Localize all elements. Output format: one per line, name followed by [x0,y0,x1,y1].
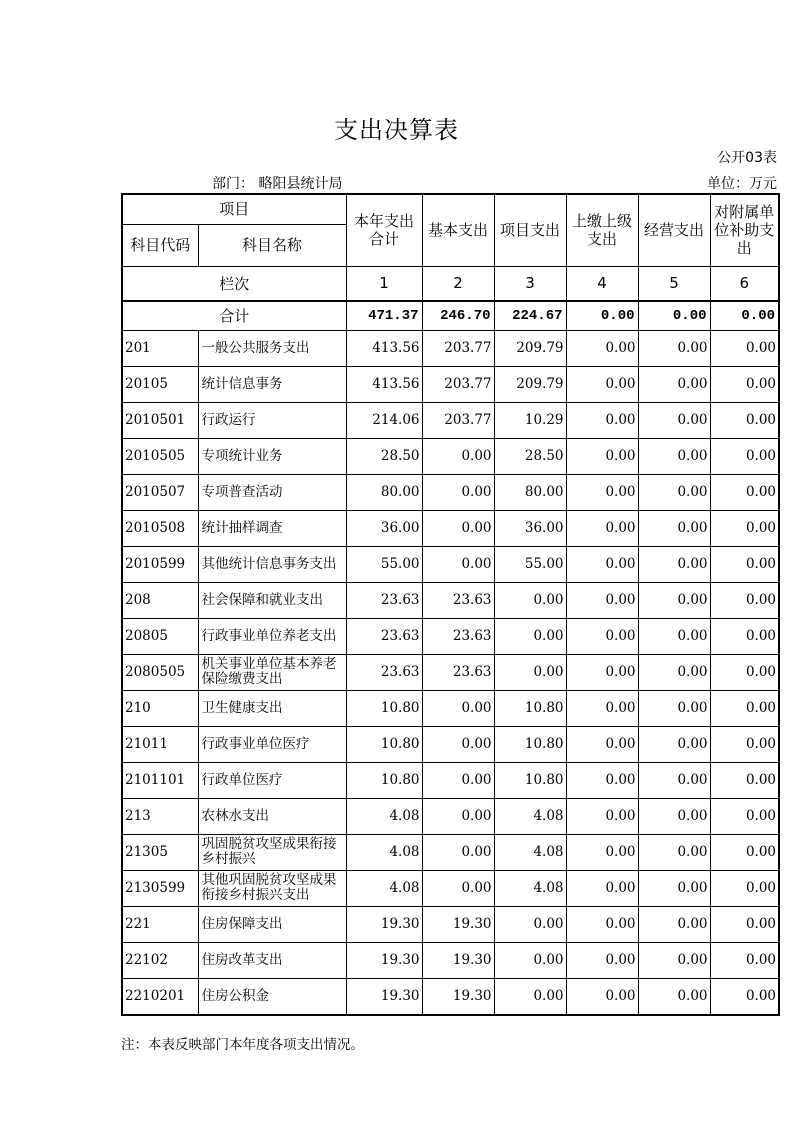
subject-code: 208 [122,582,198,618]
amount-cell: 0.00 [422,546,494,582]
column-number: 5 [638,266,710,301]
amount-cell: 4.08 [346,870,422,906]
table-row [122,546,779,582]
amount-cell: 0.00 [710,654,779,690]
amount-cell: 10.80 [494,726,566,762]
table-row [122,474,779,510]
amount-cell: 23.63 [346,582,422,618]
amount-cell: 0.00 [638,330,710,366]
subject-code: 2130599 [122,870,198,906]
table-row [122,870,779,906]
amount-cell: 0.00 [494,978,566,1015]
amount-cell: 0.00 [566,582,638,618]
amount-cell: 413.56 [346,330,422,366]
subject-name: 巩固脱贫攻坚成果衔接乡村振兴 [198,834,346,870]
amount-cell: 19.30 [346,906,422,942]
subject-code: 20805 [122,618,198,654]
subject-name: 住房改革支出 [198,942,346,978]
subject-name: 行政事业单位养老支出 [198,618,346,654]
header-col1: 本年支出合计 [346,194,422,266]
total-label: 合计 [122,301,346,331]
amount-cell: 4.08 [346,798,422,834]
subject-code: 2010501 [122,402,198,438]
subject-name: 统计信息事务 [198,366,346,402]
subject-code: 21011 [122,726,198,762]
table-row [122,654,779,690]
amount-cell: 0.00 [638,906,710,942]
expenditure-table [121,193,780,1016]
amount-cell: 0.00 [566,330,638,366]
subject-name: 行政事业单位医疗 [198,726,346,762]
amount-cell: 413.56 [346,366,422,402]
amount-cell: 0.00 [638,474,710,510]
table-row [122,330,779,366]
column-number: 2 [422,266,494,301]
amount-cell: 203.77 [422,366,494,402]
column-number-label: 栏次 [122,266,346,301]
amount-cell: 0.00 [566,402,638,438]
column-number: 3 [494,266,566,301]
subject-name: 行政运行 [198,402,346,438]
amount-cell: 0.00 [710,510,779,546]
table-row [122,438,779,474]
amount-cell: 0.00 [710,330,779,366]
amount-cell: 10.80 [346,726,422,762]
amount-cell: 55.00 [346,546,422,582]
total-value: 224.67 [494,301,566,331]
amount-cell: 0.00 [638,654,710,690]
table-row [122,942,779,978]
amount-cell: 19.30 [346,978,422,1015]
amount-cell: 0.00 [422,690,494,726]
amount-cell: 23.63 [346,618,422,654]
table-row [122,978,779,1015]
total-value: 471.37 [346,301,422,331]
amount-cell: 0.00 [566,618,638,654]
amount-cell: 0.00 [710,726,779,762]
column-number: 1 [346,266,422,301]
amount-cell: 0.00 [638,870,710,906]
amount-cell: 23.63 [422,654,494,690]
amount-cell: 0.00 [710,978,779,1015]
table-row [122,618,779,654]
footnote: 注：本表反映部门本年度各项支出情况。 [121,1037,364,1053]
amount-cell: 0.00 [710,402,779,438]
amount-cell: 0.00 [494,618,566,654]
amount-cell: 10.80 [346,690,422,726]
header-col5: 经营支出 [638,194,710,266]
amount-cell: 0.00 [710,438,779,474]
table-row [122,402,779,438]
amount-cell: 0.00 [638,834,710,870]
amount-cell: 0.00 [566,726,638,762]
amount-cell: 0.00 [422,870,494,906]
amount-cell: 0.00 [710,366,779,402]
total-row [122,301,779,331]
form-number: 公开03表 [717,150,777,166]
amount-cell: 209.79 [494,330,566,366]
page-title: 支出决算表 [334,116,459,144]
amount-cell: 10.80 [346,762,422,798]
amount-cell: 209.79 [494,366,566,402]
amount-cell: 0.00 [422,726,494,762]
amount-cell: 0.00 [638,582,710,618]
subject-name: 其他统计信息事务支出 [198,546,346,582]
amount-cell: 0.00 [566,474,638,510]
amount-cell: 0.00 [638,618,710,654]
amount-cell: 0.00 [710,546,779,582]
amount-cell: 0.00 [710,870,779,906]
amount-cell: 0.00 [566,906,638,942]
amount-cell: 0.00 [638,942,710,978]
amount-cell: 0.00 [638,690,710,726]
amount-cell: 19.30 [422,906,494,942]
amount-cell: 0.00 [710,690,779,726]
amount-cell: 55.00 [494,546,566,582]
subject-code: 2010505 [122,438,198,474]
table-row [122,834,779,870]
amount-cell: 0.00 [566,798,638,834]
table-row [122,726,779,762]
header-col3: 项目支出 [494,194,566,266]
amount-cell: 0.00 [566,978,638,1015]
amount-cell: 0.00 [566,834,638,870]
amount-cell: 0.00 [566,510,638,546]
subject-name: 统计抽样调查 [198,510,346,546]
amount-cell: 0.00 [638,366,710,402]
subject-name: 机关事业单位基本养老保险缴费支出 [198,654,346,690]
amount-cell: 0.00 [710,906,779,942]
total-value: 246.70 [422,301,494,331]
subject-name: 住房保障支出 [198,906,346,942]
amount-cell: 80.00 [494,474,566,510]
amount-cell: 0.00 [494,582,566,618]
total-value: 0.00 [638,301,710,331]
amount-cell: 19.30 [422,978,494,1015]
table-row [122,690,779,726]
amount-cell: 0.00 [566,762,638,798]
amount-cell: 23.63 [422,618,494,654]
subject-code: 2010508 [122,510,198,546]
subject-code: 2101101 [122,762,198,798]
amount-cell: 4.08 [494,798,566,834]
subject-name: 社会保障和就业支出 [198,582,346,618]
header-name: 科目名称 [198,224,346,266]
amount-cell: 0.00 [566,546,638,582]
amount-cell: 4.08 [494,834,566,870]
subject-name: 其他巩固脱贫攻坚成果衔接乡村振兴支出 [198,870,346,906]
amount-cell: 80.00 [346,474,422,510]
amount-cell: 0.00 [494,942,566,978]
amount-cell: 23.63 [422,582,494,618]
header-code: 科目代码 [122,224,198,266]
amount-cell: 36.00 [346,510,422,546]
table-row [122,798,779,834]
subject-code: 21305 [122,834,198,870]
amount-cell: 28.50 [346,438,422,474]
unit-label: 单位：万元 [707,176,777,192]
amount-cell: 10.29 [494,402,566,438]
amount-cell: 0.00 [494,906,566,942]
amount-cell: 10.80 [494,762,566,798]
amount-cell: 203.77 [422,402,494,438]
table-row [122,906,779,942]
subject-name: 一般公共服务支出 [198,330,346,366]
subject-code: 2010599 [122,546,198,582]
amount-cell: 19.30 [346,942,422,978]
amount-cell: 203.77 [422,330,494,366]
amount-cell: 0.00 [710,582,779,618]
amount-cell: 0.00 [566,690,638,726]
subject-code: 2080505 [122,654,198,690]
column-number: 6 [710,266,779,301]
amount-cell: 0.00 [422,762,494,798]
subject-code: 213 [122,798,198,834]
department-label: 部门： 略阳县统计局 [212,176,343,192]
amount-cell: 23.63 [346,654,422,690]
amount-cell: 0.00 [638,978,710,1015]
header-col6: 对附属单位补助支出 [710,194,779,266]
amount-cell: 0.00 [638,798,710,834]
amount-cell: 36.00 [494,510,566,546]
amount-cell: 4.08 [346,834,422,870]
amount-cell: 10.80 [494,690,566,726]
total-value: 0.00 [710,301,779,331]
total-value: 0.00 [566,301,638,331]
amount-cell: 0.00 [710,618,779,654]
amount-cell: 0.00 [710,798,779,834]
amount-cell: 0.00 [422,834,494,870]
column-number-row [122,266,779,301]
subject-code: 221 [122,906,198,942]
subject-code: 2010507 [122,474,198,510]
subject-code: 201 [122,330,198,366]
subject-code: 22102 [122,942,198,978]
amount-cell: 0.00 [566,654,638,690]
header-item: 项目 [122,194,346,224]
amount-cell: 0.00 [638,726,710,762]
table-row [122,366,779,402]
column-number: 4 [566,266,638,301]
amount-cell: 0.00 [566,942,638,978]
header-col4: 上缴上级支出 [566,194,638,266]
amount-cell: 0.00 [710,762,779,798]
amount-cell: 0.00 [638,438,710,474]
subject-name: 住房公积金 [198,978,346,1015]
amount-cell: 19.30 [422,942,494,978]
subject-code: 2210201 [122,978,198,1015]
amount-cell: 0.00 [566,870,638,906]
table-row [122,582,779,618]
amount-cell: 0.00 [422,474,494,510]
subject-name: 卫生健康支出 [198,690,346,726]
amount-cell: 0.00 [638,762,710,798]
subject-name: 农林水支出 [198,798,346,834]
amount-cell: 4.08 [494,870,566,906]
amount-cell: 0.00 [422,438,494,474]
amount-cell: 0.00 [422,510,494,546]
table-row [122,510,779,546]
subject-code: 210 [122,690,198,726]
subject-name: 专项统计业务 [198,438,346,474]
amount-cell: 0.00 [710,834,779,870]
subject-name: 专项普查活动 [198,474,346,510]
table-row [122,762,779,798]
subject-code: 20105 [122,366,198,402]
amount-cell: 0.00 [566,366,638,402]
amount-cell: 0.00 [494,654,566,690]
amount-cell: 0.00 [710,474,779,510]
amount-cell: 0.00 [638,402,710,438]
amount-cell: 28.50 [494,438,566,474]
amount-cell: 0.00 [638,510,710,546]
subject-name: 行政单位医疗 [198,762,346,798]
amount-cell: 0.00 [710,942,779,978]
amount-cell: 0.00 [638,546,710,582]
amount-cell: 214.06 [346,402,422,438]
amount-cell: 0.00 [422,798,494,834]
header-col2: 基本支出 [422,194,494,266]
amount-cell: 0.00 [566,438,638,474]
